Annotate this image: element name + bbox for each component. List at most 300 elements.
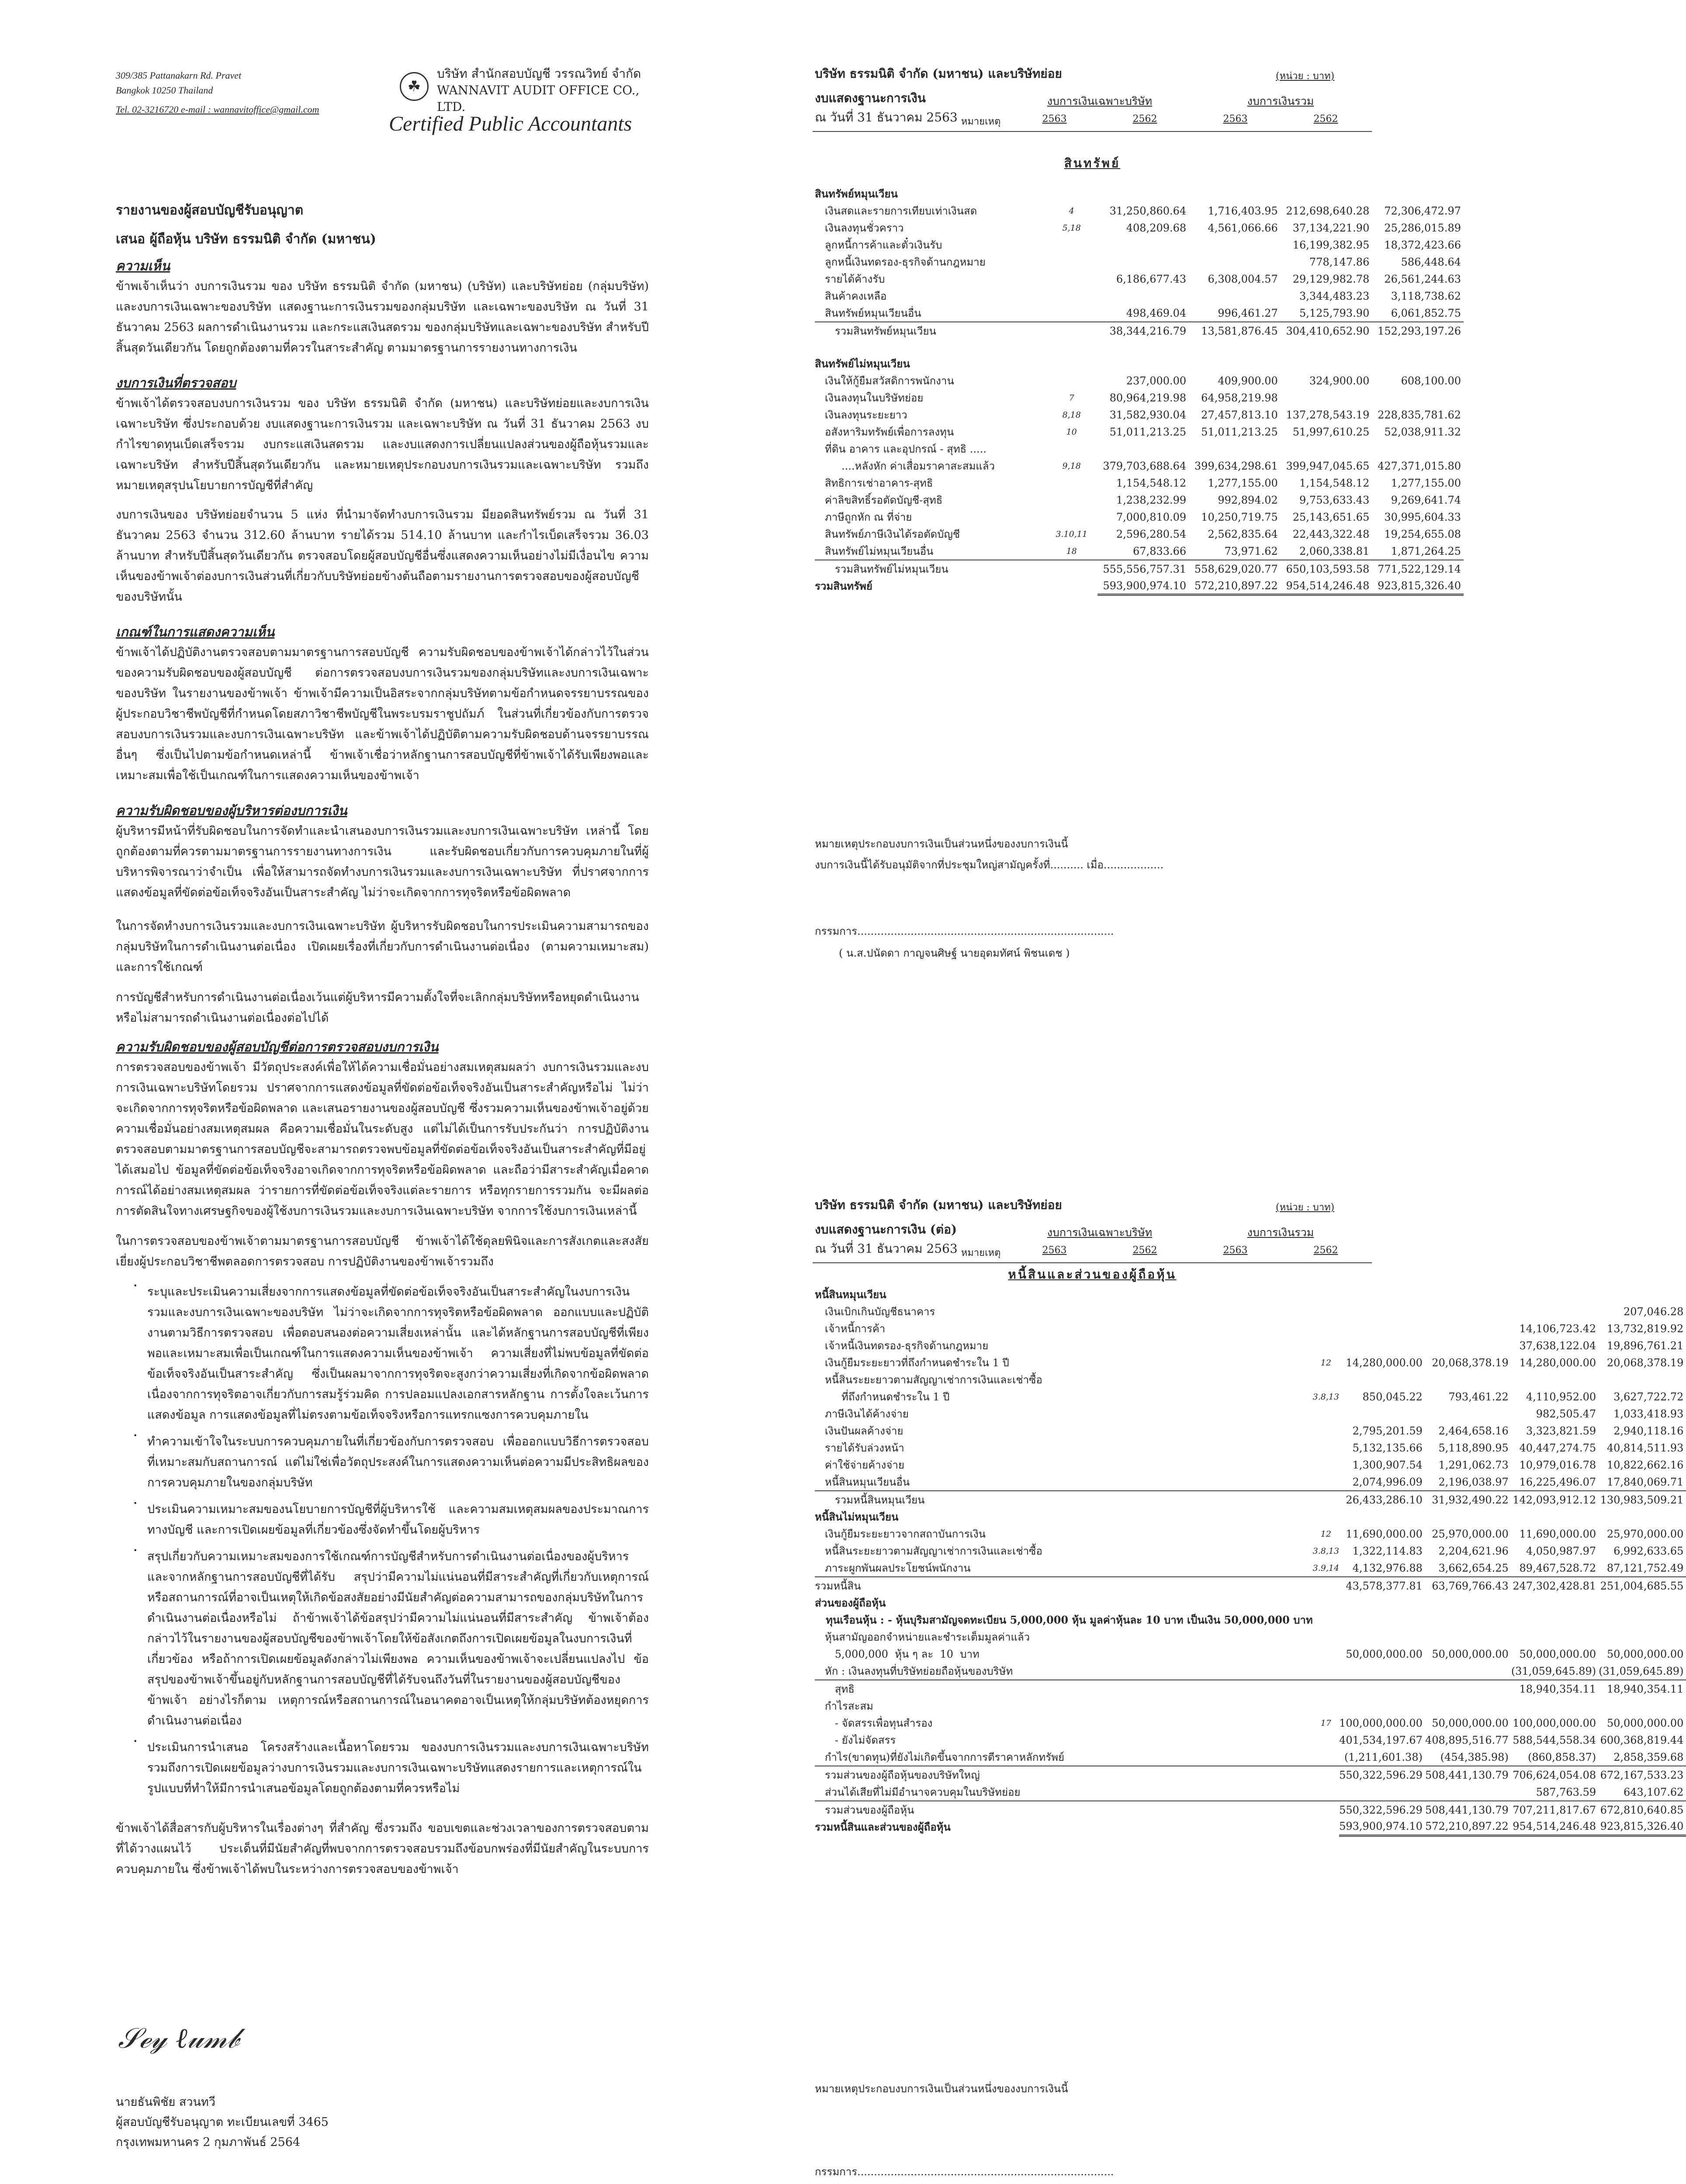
row-value — [1511, 1303, 1599, 1320]
row-note-ref — [1313, 1286, 1339, 1303]
closing-paragraph: ข้าพเจ้าได้สื่อสารกับผู้บริหารในเรื่องต่างๆ ที่สำคัญ ซึ่งรวมถึง ขอบเขตและช่วงเวลาของการตรวจสอบตามที่ได้วางแผนไว้ ประเด็นที่มีนัยสำคัญที่พบจากการตรวจสอบรวมถึงข้อบกพร่องที่มีนัยสำคัญในระบบการควบคุมภายใน ซึ่งข้าพเจ้าได้พบในระหว่างการตรวจสอบของข้าพเจ้า — [116, 1821, 649, 1876]
row-value: 67,833.66 — [1133, 545, 1187, 557]
row-note-ref: 17 — [1320, 1718, 1331, 1728]
note-col-header: หมายเหตุ — [961, 1248, 1001, 1258]
row-value: 51,011,213.25 — [1201, 425, 1278, 438]
row-value: 1,154,548.12 — [1116, 477, 1187, 489]
director-names: ( น.ส.ปนัดดา กาญจนศิษฐ์ นายอุดมทัศน์ พิชนเดช ) — [839, 947, 1070, 959]
approval-line: งบการเงินนี้ได้รับอนุมัติจากที่ประชุมใหญ่สามัญครั้งที่.......... เมื่อ.................. — [815, 859, 1164, 871]
row-note-ref: 7 — [1069, 393, 1074, 403]
row-value: 50,000,000.00 — [1432, 1717, 1509, 1729]
row-label: เงินลงทุนชั่วคราว — [815, 222, 904, 234]
report-body — [116, 201, 649, 1880]
section-heading: เกณฑ์ในการแสดงความเห็น — [116, 625, 275, 640]
row-label: 5,000,000 หุ้น ๆ ละ 10 บาท — [815, 1648, 980, 1660]
statement-title: งบแสดงฐานะการเงิน — [815, 91, 926, 105]
row-value — [1425, 1405, 1511, 1422]
row-value: 1,277,155.00 — [1208, 477, 1278, 489]
row-value: 10,979,016.78 — [1519, 1458, 1596, 1471]
row-note-ref — [1313, 1577, 1339, 1594]
table-row — [815, 423, 1464, 440]
row-value: 2,464,658.16 — [1438, 1424, 1509, 1437]
row-value: 954,514,246.48 — [1281, 577, 1372, 594]
table-row — [815, 389, 1464, 406]
table-row — [815, 1577, 1686, 1594]
header-rule — [813, 131, 1372, 132]
row-value: 558,629,020.77 — [1189, 560, 1281, 577]
table-row — [815, 1628, 1686, 1645]
row-value: 3,323,821.59 — [1526, 1424, 1596, 1437]
row-note-ref — [1313, 1645, 1339, 1662]
row-label: เงินกู้ยืมระยะยาวจากสถาบันการเงิน — [815, 1528, 986, 1540]
row-value: (860,858.37) — [1527, 1751, 1596, 1763]
notes-reference: หมายเหตุประกอบงบการเงินเป็นส่วนหนึ่งของงบการเงินนี้ — [815, 838, 1068, 850]
row-label: สินทรัพย์หมุนเวียน — [815, 187, 898, 200]
row-value: 26,433,286.10 — [1339, 1491, 1425, 1508]
row-value: 22,443,322.48 — [1292, 528, 1370, 540]
table-row — [815, 1473, 1686, 1491]
table-row — [815, 577, 1464, 594]
row-value: 228,835,781.62 — [1378, 408, 1461, 421]
table-row — [815, 508, 1464, 525]
row-value: 73,971.62 — [1224, 545, 1278, 557]
header-rule — [813, 1262, 1372, 1263]
table-row — [815, 457, 1464, 474]
row-note-ref — [1313, 1473, 1339, 1491]
row-value — [1339, 1680, 1425, 1697]
row-label: ภาษีถูกหัก ณ ที่จ่าย — [815, 511, 912, 524]
row-value: 650,103,593.58 — [1281, 560, 1372, 577]
row-value — [1281, 440, 1372, 457]
row-label: เงินกู้ยืมระยะยาวที่ถึงกำหนดชำระใน 1 ปี — [815, 1357, 1009, 1369]
row-value: 63,769,766.43 — [1425, 1577, 1511, 1594]
row-value — [1372, 185, 1464, 202]
row-value — [1511, 1371, 1599, 1388]
section-paragraph: ในการจัดทำงบการเงินรวมและงบการเงินเฉพาะบริษัท ผู้บริหารรับผิดชอบในการประเมินความสามารถของกลุ่มบริษัทในการดำเนินงานต่อเนื่อง เปิดเผยเรื่องที่เกี่ยวกับการดำเนินงานต่อเนื่อง (ตามความเหมาะสม) และการใช้เกณฑ์ — [116, 919, 649, 974]
row-note-ref — [1313, 1303, 1339, 1320]
letterhead-address — [116, 68, 378, 117]
row-value — [1097, 355, 1189, 372]
row-label: รายได้รับล่วงหน้า — [815, 1442, 904, 1454]
row-label: เจ้าหนี้เงินทดรอง-ธุรกิจด้านกฎหมาย — [815, 1340, 989, 1352]
section-paragraph: การตรวจสอบของข้าพเจ้า มีวัตถุประสงค์เพื่อให้ได้ความเชื่อมั่นอย่างสมเหตุสมผลว่า งบการเงินรวมและงบการเงินเฉพาะบริษัทโดยรวม ปราศจากการแสดงข้อมูลที่ขัดต่อข้อเท็จจริงอันเป็นสาระสำคัญหรือไม่ ไม่ว่าจะเกิดจากการทุจริตหรือข้อผิดพลาด และเสนอรายงานของผู้สอบบัญชี ซึ่งรวมความเห็นของข้าพเจ้าอยู่ด้วย ความเชื่อมั่นอย่างสมเหตุสมผล คือความเชื่อมั่นในระดับสูง แต่ไม่ได้เป็นการรับประกันว่า การปฏิบัติงานตรวจสอบตามมาตรฐานการสอบบัญชีจะสามารถตรวจพบข้อมูลที่ขัดต่อข้อเท็จจริงอันเป็นสาระสำคัญที่มีอยู่ได้เสมอไป ข้อมูลที่ขัดต่อข้อเท็จจริงอาจเกิดจากการทุจริตหรือข้อผิดพลาด และถือว่ามีสาระสำคัญเมื่อคาดการณ์ได้อย่างสมเหตุสมผล ว่ารายการที่ขัดต่อข้อเท็จจริงแต่ละรายการ หรือทุกรายการรวมกัน จะมีผลต่อการตัดสินใจทางเศรษฐกิจของผู้ใช้งบการเงินรวมและงบการเงินเฉพาะบริษัท จากการใช้งบการเงินเหล่านี้ — [116, 1061, 649, 1218]
row-value — [1339, 1783, 1425, 1801]
row-value — [1281, 355, 1372, 372]
table-row — [815, 440, 1464, 457]
row-note-ref — [1046, 508, 1097, 525]
row-label: - จัดสรรเพื่อทุนสำรอง — [815, 1717, 933, 1729]
table-row — [815, 1818, 1686, 1835]
company-name: บริษัท ธรรมนิติ จำกัด (มหาชน) และบริษัทย่อย — [815, 66, 1062, 81]
row-label: รวมส่วนของผู้ถือหุ้น — [815, 1801, 1313, 1818]
section-paragraph: ผู้บริหารมีหน้าที่รับผิดชอบในการจัดทำและนำเสนองบการเงินรวมและงบการเงินเฉพาะบริษัท เหล่านี้ โดยถูกต้องตามที่ควรตามมาตรฐานการรายงานทางการเงิน และรับผิดชอบเกี่ยวกับการควบคุมภายในที่ผู้บริหารพิจารณาว่าจำเป็น เพื่อให้สามารถจัดทำงบการเงินรวมและงบการเงินเฉพาะบริษัท ที่ปราศจากการแสดงข้อมูลที่ขัดต่อข้อเท็จจริงอันเป็นสาระสำคัญ ไม่ว่าจะเกิดจากการทุจริตหรือข้อผิดพลาด — [116, 824, 649, 899]
row-label: - ยังไม่จัดสรร — [815, 1734, 896, 1746]
row-value: 89,467,528.72 — [1519, 1562, 1596, 1574]
row-value: 4,110,952.00 — [1526, 1390, 1596, 1403]
row-value: 3,662,654.25 — [1438, 1562, 1509, 1574]
row-value — [1511, 1508, 1599, 1525]
bullet-item: • สรุปเกี่ยวกับความเหมาะสมของการใช้เกณฑ์การบัญชีสำหรับการดำเนินงานต่อเนื่องของผู้บริหารและจากหลักฐานการสอบบัญชีที่ได้รับ สรุปว่ามีความไม่แน่นอนที่มีสาระสำคัญที่เกี่ยวกับเหตุการณ์หรือสถานการณ์ที่อาจเป็นเหตุให้เกิดข้อสงสัยอย่างมีนัยสำคัญต่อความสามารถของกลุ่มบริษัทในการดำเนินงานต่อเนื่องหรือไม่ ถ้าข้าพเจ้าได้ข้อสรุปว่ามีความไม่แน่นอนที่มีสาระสำคัญ ข้าพเจ้าต้องกล่าวไว้ในรายงานของผู้สอบบัญชีของข้าพเจ้าโดยให้ข้อสังเกตถึงการเปิดเผยข้อมูลในงบการเงินที่เกี่ยวข้อง หรือถ้าการเปิดเผยข้อมูลดังกล่าวไม่เพียงพอ ความเห็นของข้าพเจ้าจะเปลี่ยนแปลงไป ข้อสรุปของข้าพเจ้าขึ้นอยู่กับหลักฐานการสอบบัญชีที่ได้รับจนถึงวันที่ในรายงานของผู้สอบบัญชีของข้าพเจ้า อย่างไรก็ตาม เหตุการณ์หรือสถานการณ์ในอนาคตอาจเป็นเหตุให้กลุ่มบริษัทต้องหยุดการดำเนินงานต่อเนื่อง — [133, 1546, 649, 1728]
row-value: 1,033,418.93 — [1613, 1407, 1684, 1420]
report-date: กรุงเทพมหานคร 2 กุมภาพันธ์ 2564 — [116, 2136, 301, 2149]
liabilities-table — [815, 1286, 1686, 1837]
row-value: 508,441,130.79 — [1425, 1801, 1511, 1818]
row-label: ที่ดิน อาคาร และอุปกรณ์ - สุทธิ ..... — [815, 443, 987, 456]
row-note-ref — [1313, 1371, 1339, 1388]
row-value: 379,703,688.64 — [1103, 460, 1187, 472]
row-value — [1425, 1337, 1511, 1354]
report-section — [116, 374, 649, 607]
row-value: 587,763.59 — [1536, 1786, 1596, 1798]
row-value — [1339, 1662, 1425, 1680]
table-row — [815, 339, 1464, 355]
row-value: 11,690,000.00 — [1346, 1527, 1423, 1540]
table-row — [815, 491, 1464, 508]
row-value: 1,871,264.25 — [1391, 545, 1461, 557]
contact-line: Tel. 02-3216720 e-mail : wannavitoffice@gmail.com — [116, 104, 319, 115]
table-row — [815, 1680, 1686, 1697]
row-value: 14,280,000.00 — [1519, 1356, 1596, 1369]
row-label: รวมสินทรัพย์ไม่หมุนเวียน — [815, 560, 1046, 577]
row-value: 1,291,062.73 — [1438, 1458, 1509, 1471]
table-row — [815, 1405, 1686, 1422]
row-value: 10,250,719.75 — [1201, 511, 1278, 523]
row-note-ref — [1313, 1320, 1339, 1337]
row-note-ref — [1313, 1456, 1339, 1473]
row-value — [1097, 185, 1189, 202]
row-note-ref — [1046, 185, 1097, 202]
row-value — [1339, 1337, 1425, 1354]
table-row — [815, 1559, 1686, 1577]
row-value: 5,132,135.66 — [1352, 1441, 1423, 1454]
row-value — [1339, 1697, 1425, 1714]
row-value — [1189, 287, 1281, 304]
row-value: 793,461.22 — [1448, 1390, 1509, 1403]
row-value: 26,561,244.63 — [1384, 273, 1461, 285]
row-value: 43,578,377.81 — [1339, 1577, 1425, 1594]
table-row — [815, 287, 1464, 304]
row-value — [1281, 339, 1372, 355]
row-value — [1339, 1286, 1425, 1303]
row-note-ref — [1313, 1405, 1339, 1422]
row-label: ที่ถึงกำหนดชำระใน 1 ปี — [815, 1391, 950, 1403]
table-row — [815, 406, 1464, 423]
as-of-date: ณ วันที่ 31 ธันวาคม 2563 — [815, 1241, 958, 1256]
row-value: 4,132,976.88 — [1352, 1562, 1423, 1574]
row-value — [1372, 339, 1464, 355]
row-note-ref — [1313, 1628, 1339, 1645]
row-label: ลูกหนี้การค้าและตั๋วเงินรับ — [815, 239, 942, 251]
table-row — [815, 355, 1464, 372]
table-row — [815, 474, 1464, 491]
row-value: (1,211,601.38) — [1344, 1751, 1423, 1763]
year-header: 2562 — [1313, 1245, 1338, 1256]
row-value — [1189, 355, 1281, 372]
row-note-ref — [1046, 253, 1097, 270]
row-note-ref: 9,18 — [1062, 461, 1081, 471]
row-note-ref — [1313, 1749, 1339, 1766]
report-section — [116, 257, 649, 358]
row-value: (454,385.98) — [1440, 1751, 1509, 1763]
row-note-ref — [1046, 339, 1097, 355]
row-value — [1339, 1594, 1425, 1611]
row-note-ref: 8,18 — [1062, 410, 1081, 420]
row-value — [1425, 1508, 1511, 1525]
row-value: 586,448.64 — [1401, 256, 1461, 268]
year-header: 2563 — [1042, 114, 1067, 124]
row-value: 954,514,246.48 — [1511, 1818, 1599, 1835]
row-value: 5,125,793.90 — [1299, 307, 1370, 319]
row-value: 550,322,596.29 — [1339, 1766, 1425, 1783]
row-value — [1599, 1371, 1686, 1388]
row-value: 7,000,810.09 — [1116, 511, 1187, 523]
row-note-ref: 3.8,13 — [1312, 1546, 1340, 1556]
row-value: (31,059,645.89) — [1599, 1665, 1684, 1677]
row-value: 572,210,897.22 — [1189, 577, 1281, 594]
row-value: 64,958,219.98 — [1201, 391, 1278, 404]
row-value — [1339, 1628, 1425, 1645]
row-value: 1,716,403.95 — [1208, 204, 1278, 217]
row-value: 1,277,155.00 — [1391, 477, 1461, 489]
row-label: รายได้ค้างรับ — [815, 273, 885, 285]
row-value: 10,822,662.16 — [1606, 1458, 1684, 1471]
section-paragraph: การบัญชีสำหรับการดำเนินงานต่อเนื่องเว้นแต่ผู้บริหารมีความตั้งใจที่จะเลิกกลุ่มบริษัทหรือหยุดดำเนินงานหรือไม่สามารถดำเนินงานต่อเนื่องต่อไปได้ — [116, 991, 639, 1025]
row-value: (31,059,645.89) — [1511, 1665, 1596, 1677]
company-name: บริษัท ธรรมนิติ จำกัด (มหาชน) และบริษัทย่อย — [815, 1198, 1062, 1212]
note-col-header: หมายเหตุ — [961, 116, 1001, 127]
row-value: 50,000,000.00 — [1606, 1717, 1684, 1729]
row-label: เงินให้กู้ยืมสวัสดิการพนักงาน — [815, 375, 954, 387]
row-value: 16,199,382.95 — [1292, 238, 1370, 251]
row-label: หนี้สินระยะยาวตามสัญญาเช่าการเงินและเช่าซื้อ — [815, 1374, 1042, 1386]
row-value: 20,068,378.19 — [1606, 1356, 1684, 1369]
row-value: 6,992,633.65 — [1613, 1545, 1684, 1557]
auditor-license: ผู้สอบบัญชีรับอนุญาต ทะเบียนเลขที่ 3465 — [116, 2115, 329, 2129]
firm-name-en: WANNAVIT AUDIT OFFICE CO., LTD. — [437, 83, 640, 114]
row-note-ref: 3.8,13 — [1312, 1392, 1340, 1402]
row-note-ref — [1313, 1439, 1339, 1456]
row-label: กำไร(ขาดทุน)ที่ยังไม่เกิดขึ้นจากการตีราคาหลักทรัพย์ — [815, 1751, 1065, 1763]
firm-seal-icon: ☘ — [400, 72, 429, 101]
row-value: 137,278,543.19 — [1286, 408, 1370, 421]
row-value: 4,561,066.66 — [1208, 221, 1278, 234]
row-note-ref — [1046, 440, 1097, 457]
table-row — [815, 1422, 1686, 1439]
table-row — [815, 1371, 1686, 1388]
row-note-ref — [1313, 1491, 1339, 1508]
row-label: ....หลังหัก ค่าเสื่อมราคาสะสมแล้ว — [815, 460, 995, 473]
row-note-ref — [1313, 1731, 1339, 1749]
notes-reference: หมายเหตุประกอบงบการเงินเป็นส่วนหนึ่งของงบการเงินนี้ — [815, 2083, 1068, 2095]
table-row — [815, 1662, 1686, 1680]
row-value: 207,046.28 — [1624, 1305, 1684, 1318]
row-value — [1339, 1303, 1425, 1320]
row-note-ref — [1313, 1508, 1339, 1525]
row-value — [1511, 1594, 1599, 1611]
procedure-bullets — [116, 1282, 649, 1799]
table-row — [815, 1286, 1686, 1303]
row-value: 18,940,354.11 — [1511, 1680, 1599, 1697]
row-note-ref: 18 — [1066, 546, 1077, 556]
row-value — [1425, 1594, 1511, 1611]
section-heading: ความรับผิดชอบของผู้สอบบัญชีต่อการตรวจสอบงบการเงิน — [116, 1040, 439, 1055]
row-note-ref: 12 — [1320, 1529, 1331, 1539]
row-value: 4,050,987.97 — [1526, 1545, 1596, 1557]
row-label: เงินสดและรายการเทียบเท่าเงินสด — [815, 205, 977, 217]
row-value: 20,068,378.19 — [1432, 1356, 1509, 1369]
row-value — [1599, 1594, 1686, 1611]
row-value: 29,129,982.78 — [1292, 273, 1370, 285]
row-value: 25,970,000.00 — [1432, 1527, 1509, 1540]
auditor-signature: 𝒮ℯ𝓎 ℓ𝓊𝓂𝒷 — [118, 2022, 239, 2055]
as-of-date: ณ วันที่ 31 ธันวาคม 2563 — [815, 110, 958, 124]
row-value: 14,280,000.00 — [1346, 1356, 1423, 1369]
row-value: 13,732,819.92 — [1606, 1322, 1684, 1335]
col-consolidated: งบการเงินรวม — [1247, 95, 1314, 107]
row-note-ref: 12 — [1320, 1358, 1331, 1368]
table-row — [815, 1337, 1686, 1354]
table-row — [815, 1766, 1686, 1783]
row-value — [1372, 389, 1464, 406]
row-value: 498,469.04 — [1126, 307, 1187, 319]
row-label: เจ้าหนี้การค้า — [815, 1323, 886, 1335]
row-value — [1425, 1303, 1511, 1320]
bullet-item: • ทำความเข้าใจในระบบการควบคุมภายในที่เกี่ยวข้องกับการตรวจสอบ เพื่อออกแบบวิธีการตรวจสอบที่เหมาะสมกับสถานการณ์ แต่ไม่ใช่เพื่อวัตถุประสงค์ในการแสดงความเห็นต่อความมีประสิทธิผลของการควบคุมภายในของกลุ่มบริษัท — [133, 1431, 649, 1489]
row-value: 25,143,651.65 — [1292, 511, 1370, 523]
row-label: เงินลงทุนระยะยาว — [815, 409, 907, 422]
row-label: สินทรัพย์ไม่หมุนเวียน — [815, 357, 910, 370]
table-row — [815, 1749, 1686, 1766]
row-value: 1,154,548.12 — [1299, 477, 1370, 489]
year-header: 2562 — [1132, 1245, 1157, 1256]
row-value: 50,000,000.00 — [1432, 1648, 1509, 1660]
table-row — [815, 372, 1464, 389]
row-label: ทุนเรือนหุ้น : - หุ้นบุริมสามัญจดทะเบียน 5,000,000 หุ้น มูลค่าหุ้นละ 10 บาท เป็นเงิน 50,000,000 บาท — [815, 1614, 1313, 1626]
row-label: หนี้สินไม่หมุนเวียน — [815, 1510, 899, 1523]
table-row — [815, 525, 1464, 543]
row-value — [1425, 1611, 1511, 1628]
row-value: 643,107.62 — [1624, 1786, 1684, 1798]
table-row — [815, 1491, 1686, 1508]
row-value: 600,368,819.44 — [1600, 1734, 1684, 1746]
table-row — [815, 1611, 1686, 1628]
table-row — [815, 304, 1464, 322]
row-value — [1599, 1508, 1686, 1525]
row-value: 237,000.00 — [1126, 374, 1187, 387]
table-row — [815, 322, 1464, 339]
table-row — [815, 1456, 1686, 1473]
row-label: เงินเบิกเกินบัญชีธนาคาร — [815, 1306, 935, 1318]
row-value: 771,522,129.14 — [1372, 560, 1464, 577]
row-value: 2,060,338.81 — [1299, 545, 1370, 557]
row-note-ref: 10 — [1066, 427, 1077, 437]
section-paragraph: ข้าพเจ้าเห็นว่า งบการเงินรวม ของ บริษัท ธรรมนิติ จำกัด (มหาชน) (บริษัท) และบริษัทย่อย (กลุ่มบริษัท) และงบการเงินเฉพาะของบริษัท แสดงฐานะการเงินรวมของกลุ่มบริษัท และเฉพาะของบริษัท ณ วันที่ 31 ธันวาคม 2563 ผลการดำเนินงานรวม และกระแสเงินสดรวม ของกลุ่มบริษัทและเฉพาะของบริษัท สำหรับปีสิ้นสุดวันเดียวกัน โดยถูกต้องตามที่ควรในสาระสำคัญ ตามมาตรฐานการรายงานทางการเงิน — [116, 280, 649, 355]
row-note-ref — [1046, 304, 1097, 322]
row-value — [1339, 1508, 1425, 1525]
table-row — [815, 1697, 1686, 1714]
report-sections — [116, 257, 649, 1272]
row-value: 51,997,610.25 — [1292, 425, 1370, 438]
report-section — [116, 623, 649, 786]
row-value — [1189, 253, 1281, 270]
section-heading: ความรับผิดชอบของผู้บริหารต่องบการเงิน — [116, 803, 347, 819]
bullet-item: • ระบุและประเมินความเสี่ยงจากการแสดงข้อมูลที่ขัดต่อข้อเท็จจริงอันเป็นสาระสำคัญในงบการเงินรวมและงบการเงินเฉพาะของบริษัท ไม่ว่าจะเกิดจากการทุจริตหรือข้อผิดพลาด ออกแบบและปฏิบัติงานตามวิธีการตรวจสอบ เพื่อตอบสนองต่อความเสี่ยงเหล่านั้น และได้หลักฐานการสอบบัญชีที่เพียงพอและเหมาะสมเพื่อเป็นเกณฑ์ในการแสดงความเห็นของข้าพเจ้า ความเสี่ยงที่ไม่พบข้อมูลที่ขัดต่อข้อเท็จจริงอันเป็นสาระสำคัญ ซึ่งเป็นผลมาจากการทุจริตจะสูงกว่าความเสี่ยงที่เกิดจากข้อผิดพลาด เนื่องจากการทุจริตอาจเกี่ยวกับการสมรู้ร่วมคิด การปลอมแปลงเอกสารหลักฐาน การตั้งใจละเว้นการแสดงข้อมูล การแสดงข้อมูลที่ไม่ตรงตามข้อเท็จจริงหรือการแทรกแซงการควบคุมภายใน — [133, 1282, 649, 1422]
unit-label: (หน่วย : บาท) — [1276, 1202, 1335, 1213]
table-row — [815, 1439, 1686, 1456]
row-value: 550,322,596.29 — [1339, 1801, 1425, 1818]
row-value — [1189, 440, 1281, 457]
row-value — [1599, 1628, 1686, 1645]
row-label: ค่าใช้จ่ายค้างจ่าย — [815, 1459, 904, 1471]
row-value — [1097, 287, 1189, 304]
table-row — [815, 1525, 1686, 1542]
row-value: 409,900.00 — [1218, 374, 1278, 387]
statement-title: งบแสดงฐานะการเงิน (ต่อ) — [815, 1222, 957, 1237]
table-row — [815, 1320, 1686, 1337]
row-note-ref — [1313, 1766, 1339, 1783]
row-value — [1339, 1611, 1425, 1628]
row-value: 778,147.86 — [1309, 256, 1370, 268]
row-value: 399,947,045.65 — [1286, 460, 1370, 472]
row-note-ref — [1313, 1697, 1339, 1714]
row-value: 996,461.27 — [1218, 307, 1278, 319]
row-value: 572,210,897.22 — [1425, 1818, 1511, 1835]
row-value: 6,186,677.43 — [1116, 273, 1187, 285]
table-row — [815, 185, 1464, 202]
row-note-ref — [1046, 372, 1097, 389]
row-value: 14,106,723.42 — [1519, 1322, 1596, 1335]
row-value: 31,250,860.64 — [1109, 204, 1187, 217]
table-row — [815, 1508, 1686, 1525]
row-note-ref: 3.9,14 — [1312, 1563, 1340, 1573]
address-line-1: 309/385 Pattanakarn Rd. Pravet — [116, 70, 242, 81]
table-row — [815, 253, 1464, 270]
row-value: 850,045.22 — [1362, 1390, 1423, 1403]
table-row — [815, 1594, 1686, 1611]
row-value: 6,308,004.57 — [1208, 273, 1278, 285]
row-value: 2,795,201.59 — [1352, 1424, 1423, 1437]
row-value: 17,840,069.71 — [1606, 1476, 1684, 1488]
row-value — [1339, 1405, 1425, 1422]
row-label: รวมหนี้สินและส่วนของผู้ถือหุ้น — [815, 1821, 951, 1833]
row-label: หนี้สินหมุนเวียนอื่น — [815, 1476, 910, 1488]
report-addressee: เสนอ ผู้ถือหุ้น บริษัท ธรรมนิติ จำกัด (มหาชน) — [116, 232, 377, 247]
row-value: 100,000,000.00 — [1339, 1717, 1423, 1729]
row-note-ref — [1313, 1818, 1339, 1835]
row-value — [1599, 1611, 1686, 1628]
row-value: 13,581,876.45 — [1189, 322, 1281, 339]
row-value: 408,209.68 — [1126, 221, 1187, 234]
row-value: 1,322,114.83 — [1352, 1545, 1423, 1557]
row-note-ref: 5,18 — [1062, 223, 1081, 233]
row-note-ref — [1313, 1594, 1339, 1611]
year-header: 2563 — [1223, 1245, 1248, 1256]
row-value — [1339, 1371, 1425, 1388]
table-row — [815, 1731, 1686, 1749]
row-note-ref — [1313, 1680, 1339, 1697]
row-label: หนี้สินหมุนเวียน — [815, 1288, 886, 1301]
address-line-2: Bangkok 10250 Thailand — [116, 85, 213, 96]
row-value: 2,196,038.97 — [1438, 1476, 1509, 1488]
row-value: 52,038,911.32 — [1384, 425, 1461, 438]
table-row — [815, 1303, 1686, 1320]
row-value: 50,000,000.00 — [1519, 1648, 1596, 1660]
row-value — [1097, 440, 1189, 457]
firm-tagline: Certified Public Accountants — [389, 112, 632, 135]
row-label: ส่วนของผู้ถือหุ้น — [815, 1597, 886, 1609]
row-note-ref — [1313, 1662, 1339, 1680]
row-value — [1425, 1286, 1511, 1303]
